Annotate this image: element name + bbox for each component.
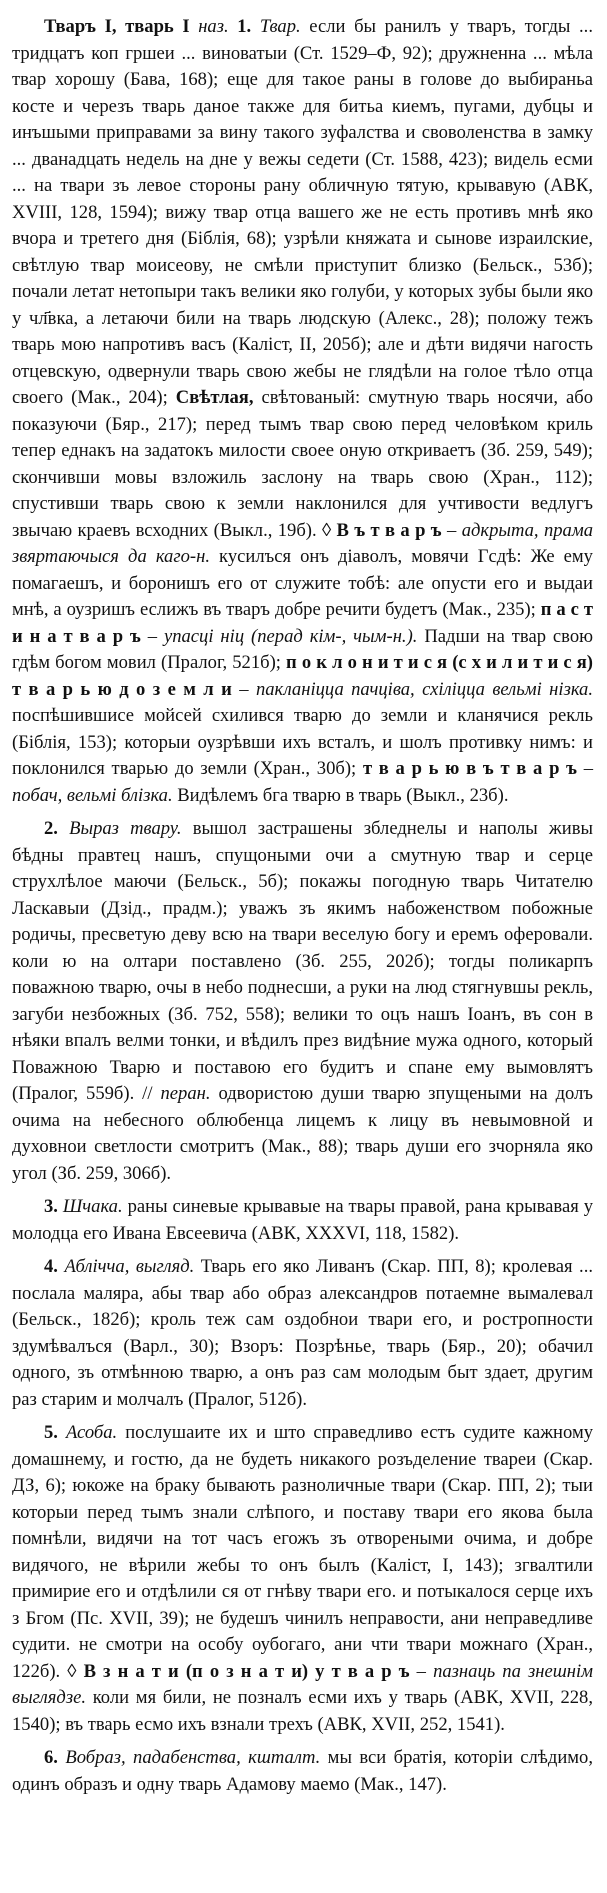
definition-text: Выраз твару.: [69, 818, 182, 839]
headword-text: т в а р ь ю в ъ т в а р ъ: [362, 758, 577, 779]
definition-text: Вобраз, падабенства, кшталт.: [65, 1747, 321, 1768]
definition-text: наз.: [198, 16, 229, 37]
headword-text: 3.: [44, 1196, 58, 1217]
body-text: [251, 16, 260, 37]
headword-text: Тваръ I, тварь I: [44, 16, 190, 37]
body-text: Видѣлемъ бга тварю в тварь (Выкл., 23б).: [172, 784, 509, 806]
definition-text: пазнаць па знешнім выглядзе.: [12, 1660, 594, 1708]
body-text: вышол застрашены збледнелы и наполы живы бѣдны правтец нашъ, спущоными очи а смутную твар и серце струхлѣлое маючи (Бельск., 5б); покажы погодную тварь Читателю Ласкавыи (Дзід., прадм.); уважъ зъ якимъ набоженством побожные родичы, пресветую деву всю на твари веселую богу и еремъ оферовали. коли ю на олтари поставлено (Зб. 255, 202б); тогды поликарпъ поважною тварю, очы в небо поднесши, а руки на люд стягнувшы рекль, загуби незбожных (Зб. 752, 558); велики то оцъ нашъ Іоанъ, въ сон в нѣяки впалъ велми тонки, и вѣдилъ през видѣние мужа одного, который Поважною Тварю и поставою его будитъ и спане ему вымовлятъ (Пралог, 559б). //: [12, 818, 593, 1104]
body-text: коли мя били, не позналъ есми ихъ у тварь (АВК, XVII, 228, 1540); въ тварь есмо ихъ взнали трехъ (АВК, XVII, 252, 1541).: [12, 1687, 593, 1735]
body-text: –: [441, 519, 462, 541]
body-text: Тварь его яко Ливанъ (Скар. ПП, 8); кролевая ... послала маляра, абы твар або образ александров потаемне вымалевал (Бельск., 182б); кроль теж сам оздобнои твари его, и ростропности здумѣвалъся (Варл., 30); Взоръ: Позрѣнье, тварь (Бяр., 20); обачил одного, зъ отмѣнною тварю, а онъ раз сам молодым быт здает, другим раз старим и молчалъ (Пралог, 512б).: [12, 1256, 593, 1410]
body-text: если бы ранилъ у тваръ, тогды ... тридцатъ коп гршеи ... виноватыи (Ст. 1529–Ф, 92); дружненна ... мѣла твар хорошу (Бава, 168); еще для такое раны в голове до выбираньа косте и черезъ тварь даное также для битьа киемъ, пугами, дубцы и инъшыми приправами за вину такого зуфалства и своволенства в замку ... дванадцать недель на дне у вежы седети (Ст. 1588, 423); видель есми ... на твари зъ левое стороны рану обличную тятую, крывавую (АВК, XVIII, 128, 1594); вижу твар отца вашего же не есть противъ мнѣ яко вчора и третего дня (Біблія, 68); узрѣли княжата и сынове израилские, свѣтлую твар моисеову, не смѣли приступит близко (Бельск., 53б); почали летат нетопыри такъ велики яко голуби, у которых зубы были яко у чл҃вка, а летаючи били на тварь людскую (Алекс., 28); положу тежъ тварь мою напротивъ васъ (Каліст, II, 205б); але и дѣти видячи нагость отцевскую, одвернули тварь свою жебы не глядѣли на голое тѣло отца своего (Мак., 204);: [12, 16, 593, 408]
headword-text: 1.: [237, 16, 252, 37]
definition-text: пакланіцца пачціва, схіліцца вельмі нізка.: [255, 678, 593, 700]
definition-text: Твар.: [259, 16, 301, 37]
entry-paragraph-5: [12, 1420, 593, 1738]
headword-text: 6.: [44, 1747, 58, 1768]
entry-paragraph-1: [12, 14, 593, 809]
body-text: [229, 16, 238, 37]
body-text: Падши на твар свою гдѣм богом мовил (Пралог, 521б);: [12, 625, 594, 673]
definition-text: адкрыта, прама звяртаючыся да каго-н.: [12, 519, 593, 567]
body-text: послушаите их и што справедливо естъ судите кажному домашнему, и гостю, да не будеть никакого розъделение твареи (Скар. ДЗ, 6); юкоже на браку бывають разноличные твари (Скар. ПП, 2); тыи которыи перед тымъ знали слѣпого, и поставу твари его якова была помнѣли, видячи на тот часъ егожъ зъ отвореными очима, и добре видячого, не вѣрили жебы то онъ былъ (Каліст, I, 143); згвалтили примирие его и отдѣлили ся от гнѣву твари его. и потыкалося серце ихъ з Бгом (Пс. XVII, 39); не будешъ чинилъ неправости, ани неправедливе судити. не смотри на особу оубогаго, ани чти твари можнаго (Хран., 122б). ◊: [12, 1422, 594, 1682]
headword-text: п о к л о н и т и с я (с х и л и т и с я) т в а р ь ю д о з е м л и: [12, 652, 594, 700]
body-text: раны синевые крывавые на твары правой, рана крывавая у молодца его Ивана Евсеевича (АВК, XXXVI, 118, 1582).: [12, 1196, 593, 1244]
body-text: мы вси братія, которіи слѣдимо, одинъ образъ и одну тварь Адамову маемо (Мак., 147).: [12, 1747, 593, 1795]
body-text: свѣтованый: смутную тварь носячи, або показуючи (Бяр., 217); перед тымъ твар свою перед человѣком криль тепер еднакъ на задатокъ милости своее оную откриваетъ (Зб. 259, 549); скончивши мовы взложиль заслону на тварь свою (Хран., 112); спустивши тварь свою к земли наклонился для учтивости ведлугъ звычаю краевъ всходних (Выкл., 19б). ◊: [12, 387, 593, 541]
definition-text: Аблічча, выгляд.: [64, 1256, 195, 1277]
definition-text: Асоба.: [65, 1422, 118, 1443]
definition-text: побач, вельмі блізка.: [12, 784, 173, 806]
entry-paragraph-6: [12, 1745, 593, 1798]
body-text: –: [231, 678, 256, 700]
definition-text: упасці ніц (перад кім-, чым-н.).: [163, 625, 418, 647]
entry-paragraph-4: [12, 1254, 593, 1413]
headword-text: Свѣтлая,: [175, 387, 254, 408]
entry-paragraph-2: [12, 816, 593, 1187]
body-text: [58, 818, 69, 839]
headword-text: 2.: [44, 818, 58, 839]
body-text: [190, 16, 199, 37]
body-text: кусилъся онъ діаволъ, мовячи Гсдѣ: Же ему помагаешъ, и боронишъ его от служите тобѣ: але опусти его и выдаи мнѣ, а оузришъ еслижъ въ тваръ добре речити будетъ (Мак., 235);: [12, 546, 593, 620]
entry-paragraph-3: [12, 1194, 593, 1247]
definition-text: Шчака.: [62, 1196, 123, 1217]
headword-text: 4.: [44, 1256, 58, 1277]
body-text: –: [140, 625, 164, 647]
headword-text: В ъ т в а р ъ: [336, 519, 442, 541]
body-text: –: [576, 758, 594, 779]
headword-text: п а с т и н а т в а р ъ: [12, 599, 594, 647]
body-text: [58, 1422, 66, 1443]
definition-text: перан.: [160, 1083, 211, 1104]
headword-text: В з н а т и (п о з н а т и) у т в а р ъ: [83, 1660, 410, 1682]
body-text: поспѣшившисе мойсей схилився тварю до земли и кланячися рекль (Біблія, 153); которыи оузрѣвши ихъ всталъ, и шолъ противку нимъ: и поклонился тварью до земли (Хран., 30б);: [12, 705, 593, 779]
headword-text: 5.: [44, 1422, 58, 1443]
body-text: одвористою души тварю зпущеными на долъ очима на небесного облюбенца лицемъ к лицу въ невымовной и духовнои светлости смотритъ (Мак., 88); тварь души его зчорняла яко угол (Зб. 259, 306б).: [12, 1083, 593, 1184]
body-text: –: [409, 1660, 434, 1682]
